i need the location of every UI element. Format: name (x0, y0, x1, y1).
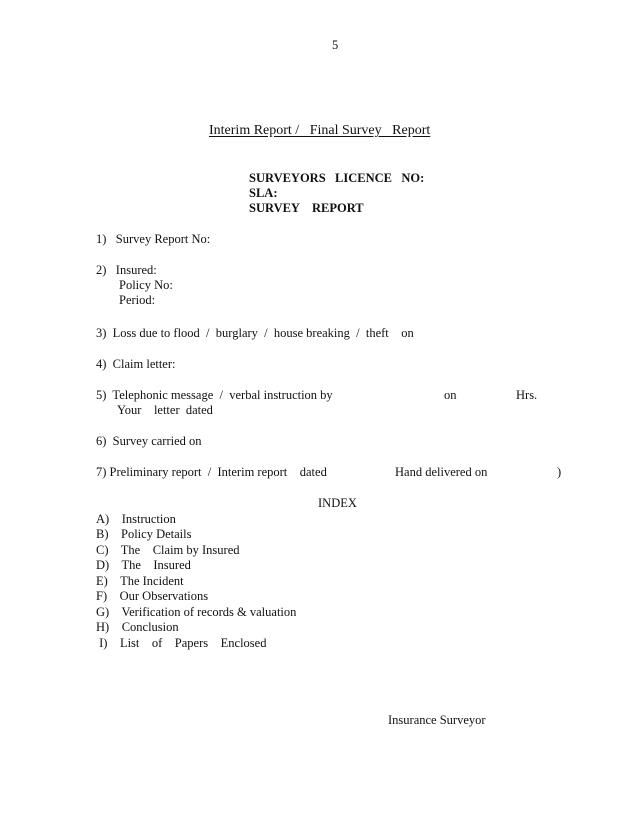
preliminary-report-label: 7) Preliminary report / Interim report dated (96, 465, 327, 479)
loss-line: 3) Loss due to flood / burglary / house breaking / theft on (96, 326, 414, 340)
closing-parenthesis: ) (557, 465, 562, 479)
surveyors-licence-label: SURVEYORS LICENCE NO: (249, 171, 425, 185)
index-entry: C) The Claim by Insured (96, 543, 240, 557)
report-title: Interim Report / Final Survey Report (209, 123, 431, 138)
claim-letter-label: 4) Claim letter: (96, 357, 176, 371)
sla-label: SLA: (249, 186, 278, 200)
index-entry: B) Policy Details (96, 527, 192, 541)
index-entry: F) Our Observations (96, 589, 209, 603)
hand-delivered-label: Hand delivered on (395, 465, 488, 479)
index-entry: G) Verification of records & valuation (96, 605, 297, 619)
index-entry: H) Conclusion (96, 620, 179, 634)
index-entry: I) List of Papers Enclosed (96, 636, 267, 650)
survey-report-no: 1) Survey Report No: (96, 232, 211, 246)
telephonic-hrs-label: Hrs. (516, 388, 538, 402)
index-entry: E) The Incident (96, 574, 184, 588)
index-entry: D) The Insured (96, 558, 191, 572)
survey-report-label: SURVEY REPORT (249, 201, 364, 215)
index-entry: A) Instruction (96, 512, 176, 526)
policy-no-label: Policy No: (119, 278, 173, 292)
page-number: 5 (332, 38, 339, 52)
period-label: Period: (119, 293, 156, 307)
signature-label: Insurance Surveyor (388, 713, 486, 727)
telephonic-on-label: on (444, 388, 457, 402)
insured-label: 2) Insured: (96, 263, 157, 277)
survey-carried-label: 6) Survey carried on (96, 434, 202, 448)
telephonic-message-label: 5) Telephonic message / verbal instruction by (96, 388, 333, 402)
letter-dated-label: Your letter dated (117, 403, 213, 417)
index-heading: INDEX (318, 496, 357, 510)
